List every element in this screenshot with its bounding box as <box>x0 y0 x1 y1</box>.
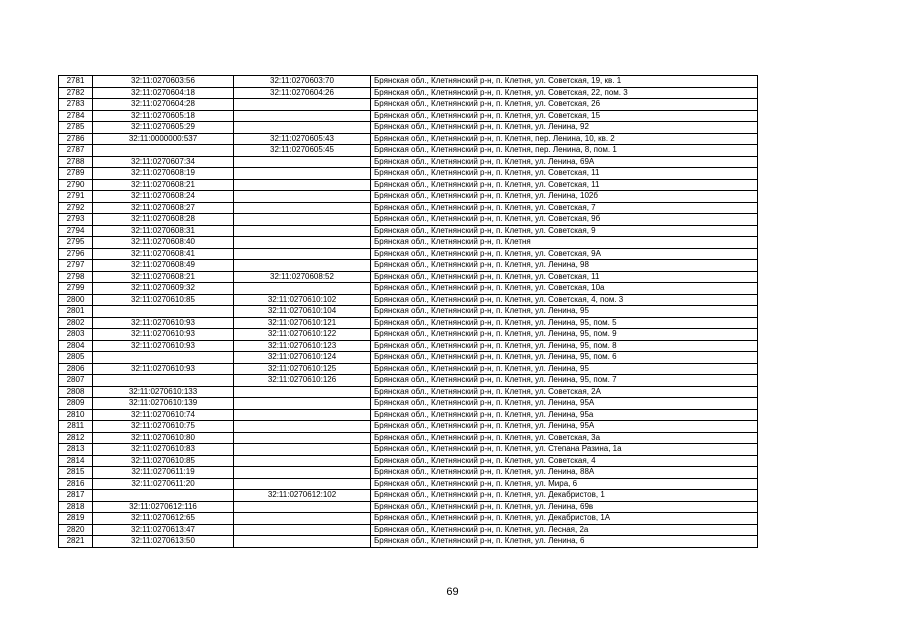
table-row <box>59 421 758 433</box>
linked-cadastral-number-cell <box>234 191 371 203</box>
address-cell: Брянская обл., Клетнянский р-н, п. Клетня, ул. Советская, 4 <box>371 455 758 467</box>
table-row <box>59 260 758 272</box>
linked-cadastral-number-cell <box>234 237 371 249</box>
linked-cadastral-number-cell: 32:11:0270610:125 <box>234 363 371 375</box>
linked-cadastral-number-cell: 32:11:0270605:43 <box>234 133 371 145</box>
table-row <box>59 352 758 364</box>
address-cell: Брянская обл., Клетнянский р-н, п. Клетня, пер. Ленина, 10, кв. 2 <box>371 133 758 145</box>
cadastral-number-cell: 32:11:0270610:133 <box>93 386 234 398</box>
row-number-cell: 2783 <box>59 99 93 111</box>
address-cell: Брянская обл., Клетнянский р-н, п. Клетня, ул. Советская, 10а <box>371 283 758 295</box>
table-row <box>59 524 758 536</box>
row-number-cell: 2820 <box>59 524 93 536</box>
address-cell: Брянская обл., Клетнянский р-н, п. Клетня, ул. Ленина, 95а <box>371 409 758 421</box>
address-cell: Брянская обл., Клетнянский р-н, п. Клетня, ул. Ленина, 102б <box>371 191 758 203</box>
row-number-cell: 2796 <box>59 248 93 260</box>
row-number-cell: 2817 <box>59 490 93 502</box>
cadastral-number-cell: 32:11:0270608:21 <box>93 179 234 191</box>
table-row <box>59 271 758 283</box>
table-row <box>59 76 758 88</box>
row-number-cell: 2785 <box>59 122 93 134</box>
address-cell: Брянская обл., Клетнянский р-н, п. Клетня, ул. Ленина, 95, пом. 7 <box>371 375 758 387</box>
cadastral-number-cell: 32:11:0270608:27 <box>93 202 234 214</box>
row-number-cell: 2789 <box>59 168 93 180</box>
row-number-cell: 2787 <box>59 145 93 157</box>
cadastral-number-cell: 32:11:0270610:80 <box>93 432 234 444</box>
cadastral-number-cell: 32:11:0270610:93 <box>93 329 234 341</box>
linked-cadastral-number-cell <box>234 386 371 398</box>
row-number-cell: 2801 <box>59 306 93 318</box>
cadastral-number-cell: 32:11:0270611:19 <box>93 467 234 479</box>
table-row <box>59 122 758 134</box>
cadastral-number-cell <box>93 352 234 364</box>
cadastral-number-cell <box>93 375 234 387</box>
table-row <box>59 501 758 513</box>
row-number-cell: 2788 <box>59 156 93 168</box>
table-row <box>59 398 758 410</box>
address-cell: Брянская обл., Клетнянский р-н, п. Клетня, ул. Советская, 11 <box>371 271 758 283</box>
row-number-cell: 2811 <box>59 421 93 433</box>
linked-cadastral-number-cell <box>234 455 371 467</box>
linked-cadastral-number-cell <box>234 179 371 191</box>
row-number-cell: 2795 <box>59 237 93 249</box>
table-row <box>59 179 758 191</box>
cadastral-number-cell: 32:11:0270610:85 <box>93 294 234 306</box>
address-cell: Брянская обл., Клетнянский р-н, п. Клетня, ул. Ленина, 95 <box>371 363 758 375</box>
cadastral-number-cell: 32:11:0270609:32 <box>93 283 234 295</box>
linked-cadastral-number-cell <box>234 168 371 180</box>
cadastral-number-cell: 32:11:0000000:537 <box>93 133 234 145</box>
address-cell: Брянская обл., Клетнянский р-н, п. Клетня, ул. Ленина, 92 <box>371 122 758 134</box>
linked-cadastral-number-cell: 32:11:0270610:102 <box>234 294 371 306</box>
address-cell: Брянская обл., Клетнянский р-н, п. Клетня, ул. Ленина, 95, пом. 5 <box>371 317 758 329</box>
row-number-cell: 2806 <box>59 363 93 375</box>
table-row <box>59 363 758 375</box>
cadastral-number-cell: 32:11:0270608:31 <box>93 225 234 237</box>
table-row <box>59 191 758 203</box>
address-cell: Брянская обл., Клетнянский р-н, п. Клетня, ул. Советская, 11 <box>371 168 758 180</box>
row-number-cell: 2818 <box>59 501 93 513</box>
table-row <box>59 375 758 387</box>
address-cell: Брянская обл., Клетнянский р-н, п. Клетня, ул. Советская, 4, пом. 3 <box>371 294 758 306</box>
cadastral-number-cell: 32:11:0270608:28 <box>93 214 234 226</box>
page-number: 69 <box>446 586 459 598</box>
row-number-cell: 2793 <box>59 214 93 226</box>
cadastral-number-cell: 32:11:0270605:29 <box>93 122 234 134</box>
row-number-cell: 2797 <box>59 260 93 272</box>
cadastral-number-cell: 32:11:0270607:34 <box>93 156 234 168</box>
address-cell: Брянская обл., Клетнянский р-н, п. Клетня, ул. Советская, 9А <box>371 248 758 260</box>
row-number-cell: 2792 <box>59 202 93 214</box>
linked-cadastral-number-cell <box>234 432 371 444</box>
address-cell: Брянская обл., Клетнянский р-н, п. Клетня, ул. Советская, 9 <box>371 225 758 237</box>
row-number-cell: 2794 <box>59 225 93 237</box>
address-cell: Брянская обл., Клетнянский р-н, п. Клетня, ул. Ленина, 95А <box>371 398 758 410</box>
address-cell: Брянская обл., Клетнянский р-н, п. Клетня <box>371 237 758 249</box>
linked-cadastral-number-cell: 32:11:0270612:102 <box>234 490 371 502</box>
row-number-cell: 2815 <box>59 467 93 479</box>
linked-cadastral-number-cell <box>234 501 371 513</box>
cadastral-number-cell: 32:11:0270612:116 <box>93 501 234 513</box>
table-row <box>59 386 758 398</box>
table-row <box>59 145 758 157</box>
cadastral-number-cell: 32:11:0270604:28 <box>93 99 234 111</box>
table-row <box>59 317 758 329</box>
linked-cadastral-number-cell: 32:11:0270610:121 <box>234 317 371 329</box>
table-row <box>59 225 758 237</box>
address-cell: Брянская обл., Клетнянский р-н, п. Клетня, ул. Ленина, 69А <box>371 156 758 168</box>
linked-cadastral-number-cell <box>234 409 371 421</box>
linked-cadastral-number-cell <box>234 202 371 214</box>
address-cell: Брянская обл., Клетнянский р-н, п. Клетня, ул. Лесная, 2а <box>371 524 758 536</box>
cadastral-number-cell: 32:11:0270608:40 <box>93 237 234 249</box>
address-cell: Брянская обл., Клетнянский р-н, п. Клетня, ул. Советская, 3а <box>371 432 758 444</box>
linked-cadastral-number-cell <box>234 260 371 272</box>
table-row <box>59 409 758 421</box>
cadastral-number-cell: 32:11:0270608:19 <box>93 168 234 180</box>
row-number-cell: 2819 <box>59 513 93 525</box>
row-number-cell: 2786 <box>59 133 93 145</box>
row-number-cell: 2812 <box>59 432 93 444</box>
address-cell: Брянская обл., Клетнянский р-н, п. Клетня, ул. Ленина, 95, пом. 8 <box>371 340 758 352</box>
table-row <box>59 490 758 502</box>
table-row <box>59 513 758 525</box>
registry-table-body <box>59 76 758 548</box>
cadastral-number-cell: 32:11:0270613:47 <box>93 524 234 536</box>
linked-cadastral-number-cell <box>234 122 371 134</box>
row-number-cell: 2810 <box>59 409 93 421</box>
row-number-cell: 2790 <box>59 179 93 191</box>
linked-cadastral-number-cell: 32:11:0270610:123 <box>234 340 371 352</box>
address-cell: Брянская обл., Клетнянский р-н, п. Клетня, ул. Ленина, 6 <box>371 536 758 548</box>
address-cell: Брянская обл., Клетнянский р-н, п. Клетня, ул. Советская, 22, пом. 3 <box>371 87 758 99</box>
linked-cadastral-number-cell <box>234 444 371 456</box>
address-cell: Брянская обл., Клетнянский р-н, п. Клетня, ул. Ленина, 95, пом. 9 <box>371 329 758 341</box>
row-number-cell: 2804 <box>59 340 93 352</box>
cadastral-number-cell: 32:11:0270611:20 <box>93 478 234 490</box>
address-cell: Брянская обл., Клетнянский р-н, п. Клетня, ул. Советская, 26 <box>371 99 758 111</box>
cadastral-number-cell: 32:11:0270612:65 <box>93 513 234 525</box>
cadastral-number-cell: 32:11:0270608:21 <box>93 271 234 283</box>
cadastral-number-cell: 32:11:0270610:85 <box>93 455 234 467</box>
row-number-cell: 2805 <box>59 352 93 364</box>
linked-cadastral-number-cell <box>234 421 371 433</box>
table-row <box>59 110 758 122</box>
cadastral-number-cell: 32:11:0270610:93 <box>93 363 234 375</box>
linked-cadastral-number-cell <box>234 110 371 122</box>
address-cell: Брянская обл., Клетнянский р-н, п. Клетня, ул. Советская, 19, кв. 1 <box>371 76 758 88</box>
linked-cadastral-number-cell <box>234 513 371 525</box>
row-number-cell: 2814 <box>59 455 93 467</box>
table-row <box>59 214 758 226</box>
table-row <box>59 87 758 99</box>
address-cell: Брянская обл., Клетнянский р-н, п. Клетня, ул. Ленина, 69в <box>371 501 758 513</box>
cadastral-number-cell: 32:11:0270610:83 <box>93 444 234 456</box>
table-row <box>59 432 758 444</box>
cadastral-number-cell: 32:11:0270608:24 <box>93 191 234 203</box>
linked-cadastral-number-cell: 32:11:0270605:45 <box>234 145 371 157</box>
linked-cadastral-number-cell: 32:11:0270610:122 <box>234 329 371 341</box>
linked-cadastral-number-cell: 32:11:0270608:52 <box>234 271 371 283</box>
table-row <box>59 283 758 295</box>
cadastral-number-cell: 32:11:0270610:93 <box>93 340 234 352</box>
table-row <box>59 99 758 111</box>
cadastral-number-cell: 32:11:0270613:50 <box>93 536 234 548</box>
cadastral-number-cell: 32:11:0270610:75 <box>93 421 234 433</box>
cadastral-number-cell: 32:11:0270608:49 <box>93 260 234 272</box>
table-row <box>59 133 758 145</box>
linked-cadastral-number-cell <box>234 156 371 168</box>
row-number-cell: 2813 <box>59 444 93 456</box>
row-number-cell: 2791 <box>59 191 93 203</box>
linked-cadastral-number-cell <box>234 398 371 410</box>
linked-cadastral-number-cell <box>234 536 371 548</box>
address-cell: Брянская обл., Клетнянский р-н, п. Клетня, ул. Ленина, 95 <box>371 306 758 318</box>
address-cell: Брянская обл., Клетнянский р-н, п. Клетня, ул. Советская, 7 <box>371 202 758 214</box>
table-row <box>59 340 758 352</box>
table-row <box>59 294 758 306</box>
linked-cadastral-number-cell: 32:11:0270604:26 <box>234 87 371 99</box>
table-row <box>59 202 758 214</box>
cadastral-number-cell <box>93 145 234 157</box>
row-number-cell: 2809 <box>59 398 93 410</box>
row-number-cell: 2781 <box>59 76 93 88</box>
row-number-cell: 2807 <box>59 375 93 387</box>
address-cell: Брянская обл., Клетнянский р-н, п. Клетня, ул. Советская, 9б <box>371 214 758 226</box>
address-cell: Брянская обл., Клетнянский р-н, п. Клетня, ул. Ленина, 98 <box>371 260 758 272</box>
table-row <box>59 467 758 479</box>
row-number-cell: 2816 <box>59 478 93 490</box>
cadastral-number-cell: 32:11:0270604:18 <box>93 87 234 99</box>
linked-cadastral-number-cell <box>234 478 371 490</box>
table-row <box>59 455 758 467</box>
address-cell: Брянская обл., Клетнянский р-н, п. Клетня, ул. Ленина, 88А <box>371 467 758 479</box>
address-cell: Брянская обл., Клетнянский р-н, п. Клетня, ул. Ленина, 95А <box>371 421 758 433</box>
row-number-cell: 2800 <box>59 294 93 306</box>
table-row <box>59 306 758 318</box>
linked-cadastral-number-cell <box>234 99 371 111</box>
registry-table <box>58 75 758 548</box>
table-row <box>59 248 758 260</box>
linked-cadastral-number-cell <box>234 225 371 237</box>
row-number-cell: 2821 <box>59 536 93 548</box>
cadastral-number-cell: 32:11:0270605:18 <box>93 110 234 122</box>
cadastral-number-cell: 32:11:0270610:93 <box>93 317 234 329</box>
cadastral-number-cell: 32:11:0270610:139 <box>93 398 234 410</box>
table-row <box>59 444 758 456</box>
address-cell: Брянская обл., Клетнянский р-н, п. Клетня, ул. Ленина, 95, пом. 6 <box>371 352 758 364</box>
address-cell: Брянская обл., Клетнянский р-н, п. Клетня, ул. Мира, 6 <box>371 478 758 490</box>
linked-cadastral-number-cell <box>234 524 371 536</box>
table-row <box>59 237 758 249</box>
cadastral-number-cell: 32:11:0270603:56 <box>93 76 234 88</box>
cadastral-number-cell: 32:11:0270608:41 <box>93 248 234 260</box>
table-row <box>59 329 758 341</box>
cadastral-number-cell <box>93 490 234 502</box>
table-row <box>59 168 758 180</box>
linked-cadastral-number-cell <box>234 248 371 260</box>
row-number-cell: 2808 <box>59 386 93 398</box>
address-cell: Брянская обл., Клетнянский р-н, п. Клетня, пер. Ленина, 8, пом. 1 <box>371 145 758 157</box>
address-cell: Брянская обл., Клетнянский р-н, п. Клетня, ул. Декабристов, 1А <box>371 513 758 525</box>
address-cell: Брянская обл., Клетнянский р-н, п. Клетня, ул. Декабристов, 1 <box>371 490 758 502</box>
row-number-cell: 2782 <box>59 87 93 99</box>
row-number-cell: 2802 <box>59 317 93 329</box>
row-number-cell: 2798 <box>59 271 93 283</box>
address-cell: Брянская обл., Клетнянский р-н, п. Клетня, ул. Советская, 11 <box>371 179 758 191</box>
cadastral-number-cell <box>93 306 234 318</box>
table-row <box>59 156 758 168</box>
row-number-cell: 2784 <box>59 110 93 122</box>
address-cell: Брянская обл., Клетнянский р-н, п. Клетня, ул. Советская, 2А <box>371 386 758 398</box>
linked-cadastral-number-cell: 32:11:0270603:70 <box>234 76 371 88</box>
row-number-cell: 2803 <box>59 329 93 341</box>
linked-cadastral-number-cell: 32:11:0270610:104 <box>234 306 371 318</box>
linked-cadastral-number-cell <box>234 283 371 295</box>
cadastral-number-cell: 32:11:0270610:74 <box>93 409 234 421</box>
row-number-cell: 2799 <box>59 283 93 295</box>
linked-cadastral-number-cell <box>234 214 371 226</box>
table-row <box>59 536 758 548</box>
linked-cadastral-number-cell <box>234 467 371 479</box>
address-cell: Брянская обл., Клетнянский р-н, п. Клетня, ул. Степана Разина, 1а <box>371 444 758 456</box>
linked-cadastral-number-cell: 32:11:0270610:126 <box>234 375 371 387</box>
linked-cadastral-number-cell: 32:11:0270610:124 <box>234 352 371 364</box>
address-cell: Брянская обл., Клетнянский р-н, п. Клетня, ул. Советская, 15 <box>371 110 758 122</box>
table-row <box>59 478 758 490</box>
